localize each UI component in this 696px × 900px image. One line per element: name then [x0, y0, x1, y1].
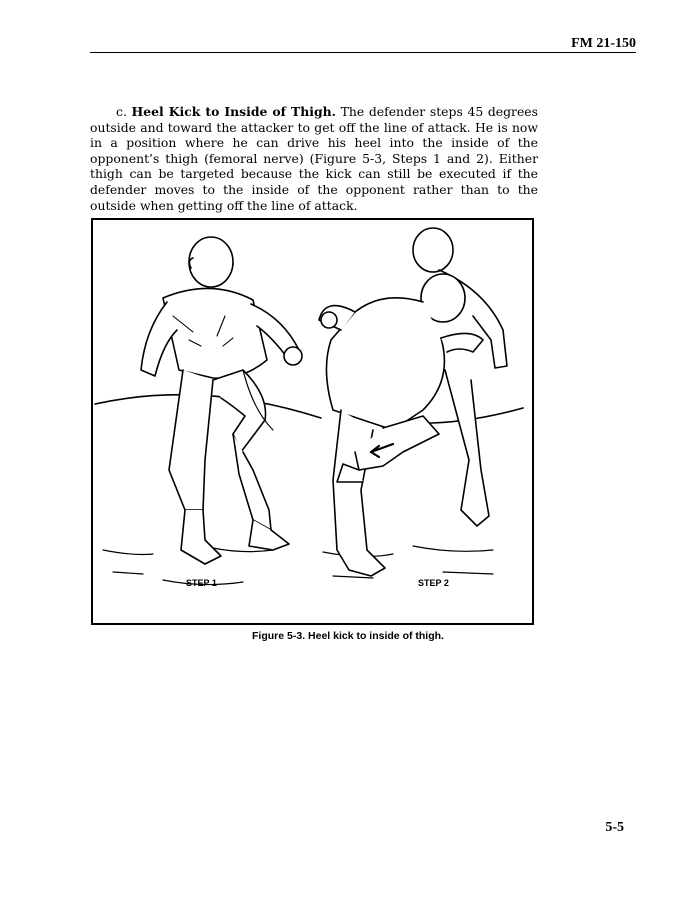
figure-caption: Figure 5-3. Heel kick to inside of thigh.: [252, 630, 444, 642]
step2-defender: [319, 274, 483, 576]
step-2-label: STEP 2: [418, 578, 449, 588]
step-1-label: STEP 1: [186, 578, 217, 588]
figure-5-3: [91, 218, 534, 625]
paragraph-label: c.: [116, 104, 127, 119]
header-rule: [90, 52, 636, 53]
body-paragraph: [90, 104, 538, 213]
manual-id: FM 21-150: [571, 36, 636, 51]
step1-attacker: [141, 237, 302, 564]
paragraph-lead: Heel Kick to Inside of Thigh.: [131, 104, 336, 119]
page-number: 5-5: [605, 820, 624, 835]
figure-illustration: [93, 220, 532, 623]
paragraph-body: The defender steps 45 degrees outside and toward the attacker to get off the line of attack. He is now in a position where he can drive his heel into the inside of the opponent’s thigh (femoral nerve) (Figure 5-3, Steps 1 and 2). Either thigh can be targeted because the kick can still be executed if the defender moves to the inside of the opponent rather than to the outside when getting off the line of attack.: [90, 104, 538, 213]
